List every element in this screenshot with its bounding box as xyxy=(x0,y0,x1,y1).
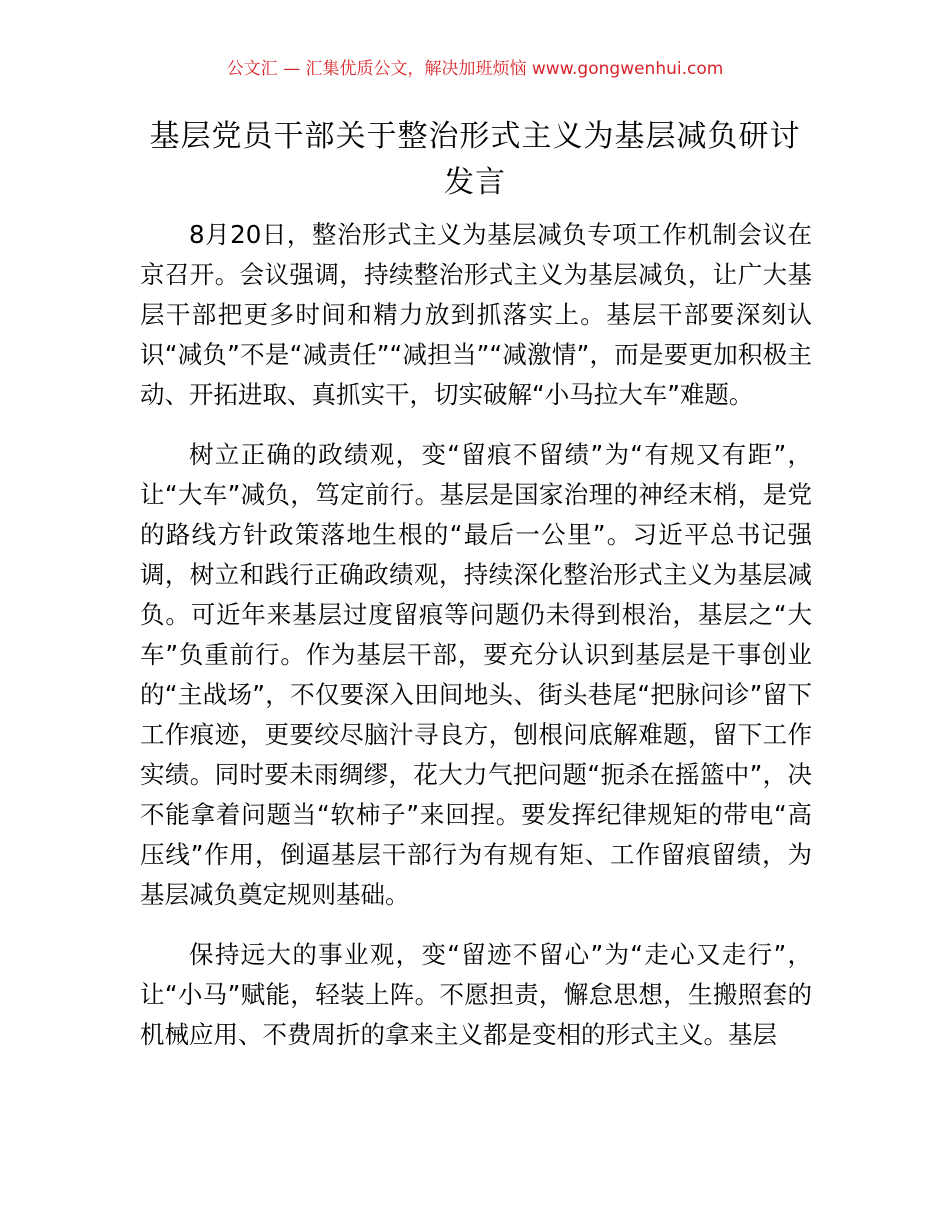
paragraph-1: 8月20日，整治形式主义为基层减负专项工作机制会议在京召开。会议强调，持续整治形式主义为基层减负，让广大基层干部把更多时间和精力放到抓落实上。基层干部要深刻认识“减负”不是“减责任”“减担当”“减激情”，而是要更加积极主动、开拓进取、真抓实干，切实破解“小马拉大车”难题。 xyxy=(140,220,812,409)
document-title: 基层党员干部关于整治形式主义为基层减负研讨发言 xyxy=(149,119,801,200)
document-body xyxy=(140,215,812,1075)
paragraph-3: 保持远大的事业观，变“留迹不留心”为“走心又走行”，让“小马”赋能，轻装上阵。不愿担责，懈怠思想，生搬照套的机械应用、不费周折的拿来主义都是变相的形式主义。基层 xyxy=(140,940,812,1049)
paragraph-2: 树立正确的政绩观，变“留痕不留绩”为“有规又有距”，让“大车”减负，笃定前行。基层是国家治理的神经末梢，是党的路线方针政策落地生根的“最后一公里”。习近平总书记强调，树立和践行正确政绩观，持续深化整治形式主义为基层减负。可近年来基层过度留痕等问题仍未得到根治，基层之“大车”负重前行。作为基层干部，要充分认识到基层是干事创业的“主战场”，不仅要深入田间地头、街头巷尾“把脉问诊”留下工作痕迹，更要绞尽脑汁寻良方，刨根问底解难题，留下工作实绩。同时要未雨绸缪，花大力气把问题“扼杀在摇篮中”，决不能拿着问题当“软柿子”来回捏。要发挥纪律规矩的带电“高压线”作用，倒逼基层干部行为有规有矩、工作留痕留绩，为基层减负奠定规则基础。 xyxy=(140,440,812,909)
site-banner: 公文汇 — 汇集优质公文，解决加班烦恼 www.gongwenhui.com xyxy=(226,59,724,79)
